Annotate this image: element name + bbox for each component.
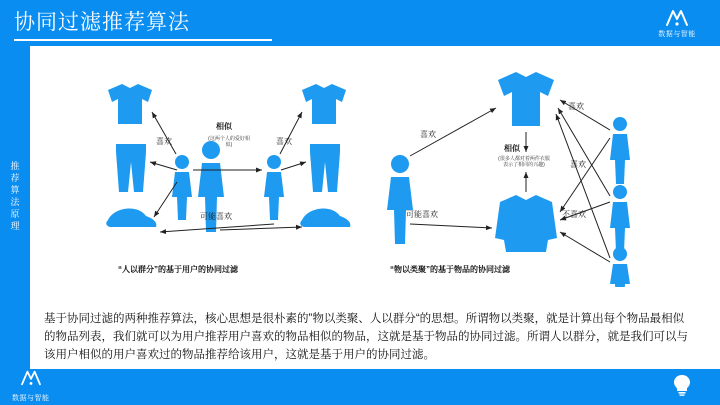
icon-user-b <box>610 185 630 252</box>
body-paragraph <box>44 310 692 364</box>
bottom-logo <box>12 369 50 403</box>
bottom-logo-label: 数据与智能 <box>12 395 50 402</box>
section-label-char: 推 <box>10 161 20 171</box>
section-label-char: 法 <box>10 197 20 207</box>
section-label-char: 荐 <box>10 173 20 183</box>
icon-user-c <box>610 247 630 287</box>
bottom-logo-icon <box>19 369 43 392</box>
label-maybe-like-left: 可能喜欢 <box>200 212 232 221</box>
caption-user-based: “人以群分”的基于用户的协同过滤 <box>118 265 238 274</box>
body-paragraph-text: 基于协同过滤的两种推荐算法，核心思想是很朴素的”物以类聚、人以群分“的思想。所谓物以类聚，就是计算出每个物品最相似的物品列表，我们就可以为用户推荐用户喜欢的物品相似的物品，这就是基于物品的协同过滤。所谓人以群分，就是我们可以与该用户相似的用户喜欢过的物品推荐给该用户，这就是基于用户的协同过滤。 <box>44 313 688 361</box>
icon-user-right <box>264 155 284 220</box>
icon-pants-left <box>116 144 146 192</box>
label-dislike-right: 不喜欢 <box>562 210 586 219</box>
lightbulb-icon <box>672 373 692 397</box>
label-similar-note-left: (这两个人的爱好相似) <box>208 136 250 148</box>
label-like-top-right: 喜欢 <box>568 102 584 111</box>
section-label-char: 原 <box>10 209 20 219</box>
label-like-right: 喜欢 <box>276 137 292 146</box>
label-similar-note-right: (很多人都对着两件衣服表示了相同的兴趣) <box>498 156 550 168</box>
icon-cap-left <box>106 208 156 227</box>
icon-tshirt-left-right <box>302 84 346 124</box>
diagram-graphics <box>30 52 720 287</box>
label-like-right-panel: 喜欢 <box>420 130 436 139</box>
logo-icon <box>664 8 690 28</box>
page-title: 协同过滤推荐算法 <box>14 11 190 34</box>
label-like-mid-right: 喜欢 <box>570 160 586 169</box>
icon-pants-left-right <box>310 144 340 192</box>
label-like-left: 喜欢 <box>156 137 172 146</box>
section-label-char: 理 <box>10 221 20 231</box>
label-similar-left: 相似 <box>216 122 232 131</box>
icon-tshirt-left <box>108 84 152 124</box>
collaborative-filtering-diagram <box>30 52 720 287</box>
icon-sweater-bottom <box>495 195 557 252</box>
section-label-char: 算 <box>10 185 20 195</box>
icon-tshirt-top <box>498 72 554 126</box>
bottom-bar <box>0 369 720 405</box>
icon-cap-left-right <box>300 208 350 227</box>
icon-user-a <box>610 117 630 184</box>
logo <box>644 4 710 42</box>
section-label-vertical <box>4 160 26 232</box>
label-similar-right: 相似 <box>504 144 520 153</box>
icon-user-source <box>387 155 413 244</box>
label-maybe-like-right: 可能喜欢 <box>406 210 438 219</box>
logo-label: 数据与智能 <box>658 30 696 38</box>
caption-item-based: “物以类聚”的基于物品的协同过滤 <box>390 265 510 274</box>
title-underline <box>14 39 272 41</box>
icon-user-left <box>172 155 192 220</box>
